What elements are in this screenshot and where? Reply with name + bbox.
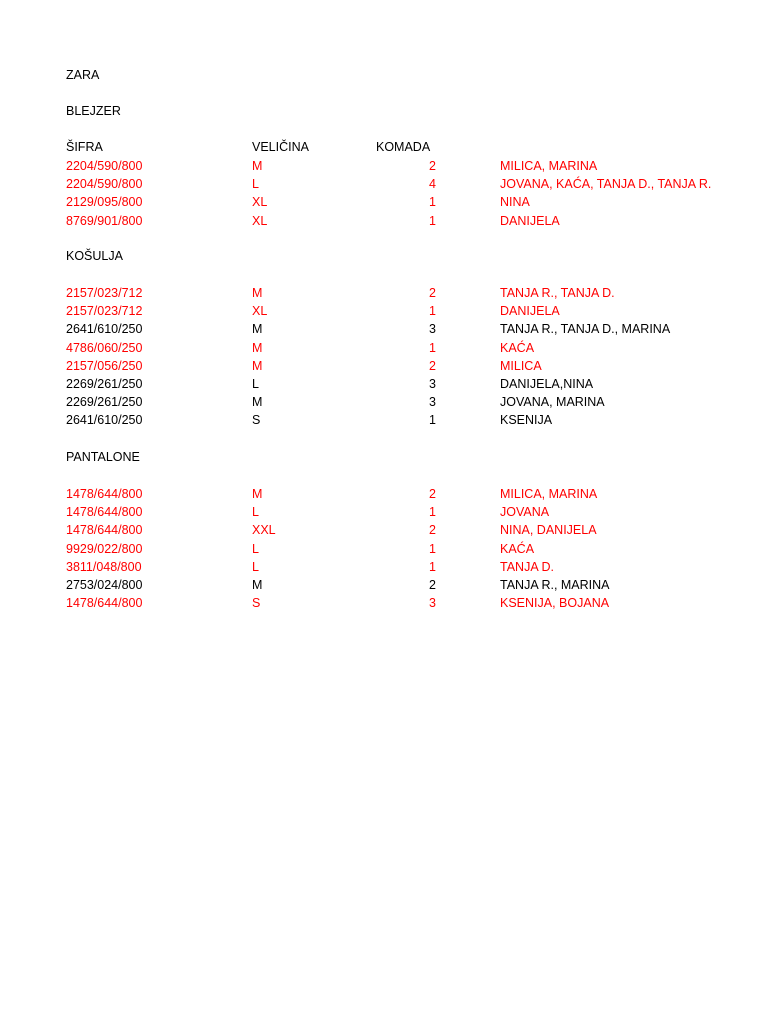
cell-size: L <box>252 377 259 391</box>
cell-qty: 1 <box>429 340 436 355</box>
cell-names: NINA <box>500 195 530 210</box>
table-row <box>66 284 686 302</box>
cell-names: KAĆA <box>500 541 535 556</box>
table-row <box>66 320 686 338</box>
cell-qty: 1 <box>429 195 436 210</box>
cell-qty: 2 <box>429 487 436 501</box>
header-qty: KOMADA <box>376 140 431 154</box>
cell-size: S <box>252 413 261 428</box>
cell-qty: 1 <box>429 505 436 520</box>
cell-code: 3811/048/800 <box>66 559 142 574</box>
cell-size: M <box>252 395 263 410</box>
cell-size: XL <box>252 213 268 228</box>
cell-qty: 4 <box>429 177 436 192</box>
table-row <box>66 558 686 576</box>
cell-size: L <box>252 505 259 520</box>
cell-code: 2269/261/250 <box>66 377 143 391</box>
section-title-pantalone: PANTALONE <box>66 450 140 464</box>
cell-code: 2641/610/250 <box>66 322 143 337</box>
cell-names: DANIJELA,NINA <box>500 377 594 391</box>
cell-size: M <box>252 286 263 300</box>
column-header-row <box>66 138 686 156</box>
table-row <box>66 375 686 393</box>
cell-code: 1478/644/800 <box>66 487 143 501</box>
table-row <box>66 594 686 612</box>
table-row <box>66 411 686 429</box>
cell-names: KAĆA <box>500 340 535 355</box>
table-row <box>66 576 686 594</box>
cell-names: DANIJELA <box>500 213 560 228</box>
cell-code: 2157/056/250 <box>66 358 143 373</box>
table-row <box>66 485 686 503</box>
cell-size: L <box>252 541 259 556</box>
cell-qty: 2 <box>429 578 436 592</box>
cell-size: M <box>252 358 263 373</box>
cell-code: 2641/610/250 <box>66 413 143 428</box>
cell-code: 2204/590/800 <box>66 159 143 173</box>
cell-code: 2269/261/250 <box>66 395 143 410</box>
table-row <box>66 393 686 411</box>
cell-code: 2204/590/800 <box>66 177 143 192</box>
section-title-blejzer: BLEJZER <box>66 104 121 118</box>
table-row <box>66 193 686 211</box>
cell-qty: 1 <box>429 559 436 574</box>
cell-names: MILICA, MARINA <box>500 487 598 501</box>
section-title-kosulja: KOŠULJA <box>66 249 123 263</box>
cell-size: M <box>252 487 263 501</box>
cell-names: TANJA D. <box>500 559 554 574</box>
cell-names: MILICA, MARINA <box>500 159 598 173</box>
cell-names: KSENIJA <box>500 413 553 428</box>
cell-code: 2157/023/712 <box>66 304 143 319</box>
cell-qty: 3 <box>429 395 436 410</box>
spreadsheet-page <box>66 66 712 626</box>
table-row <box>66 175 712 193</box>
cell-qty: 2 <box>429 286 436 300</box>
cell-size: M <box>252 578 263 592</box>
store-title: ZARA <box>66 68 100 82</box>
cell-names: TANJA R., TANJA D. <box>500 286 615 300</box>
cell-qty: 2 <box>429 523 436 538</box>
cell-qty: 2 <box>429 159 436 173</box>
cell-size: M <box>252 340 263 355</box>
cell-names: TANJA R., MARINA <box>500 578 610 592</box>
cell-qty: 3 <box>429 596 436 611</box>
cell-qty: 1 <box>429 213 436 228</box>
table-row <box>66 339 686 357</box>
table-row <box>66 521 686 539</box>
cell-qty: 1 <box>429 541 436 556</box>
table-row <box>66 357 686 375</box>
table-row <box>66 157 686 175</box>
cell-size: L <box>252 177 259 192</box>
cell-names: JOVANA <box>500 505 550 520</box>
cell-names: NINA, DANIJELA <box>500 523 597 538</box>
header-size: VELIČINA <box>252 140 309 154</box>
cell-names: DANIJELA <box>500 304 560 319</box>
cell-size: XL <box>252 304 268 319</box>
cell-names: MILICA <box>500 358 542 373</box>
cell-code: 2753/024/800 <box>66 578 143 592</box>
cell-qty: 1 <box>429 304 436 319</box>
cell-size: M <box>252 159 263 173</box>
cell-qty: 2 <box>429 358 436 373</box>
cell-code: 8769/901/800 <box>66 213 143 228</box>
cell-qty: 3 <box>429 377 436 391</box>
cell-qty: 1 <box>429 413 436 428</box>
cell-names: JOVANA, MARINA <box>500 395 605 410</box>
cell-qty: 3 <box>429 322 436 337</box>
header-code: ŠIFRA <box>66 140 103 154</box>
cell-code: 2129/095/800 <box>66 195 143 210</box>
cell-code: 1478/644/800 <box>66 505 143 520</box>
cell-code: 4786/060/250 <box>66 340 143 355</box>
table-row <box>66 503 686 521</box>
cell-names: TANJA R., TANJA D., MARINA <box>500 322 671 337</box>
cell-size: L <box>252 559 259 574</box>
cell-size: XXL <box>252 523 276 538</box>
cell-names: JOVANA, KAĆA, TANJA D., TANJA R. <box>500 177 712 192</box>
cell-code: 9929/022/800 <box>66 541 143 556</box>
cell-size: S <box>252 596 261 611</box>
table-row <box>66 212 686 230</box>
cell-names: KSENIJA, BOJANA <box>500 596 610 611</box>
cell-code: 2157/023/712 <box>66 286 143 300</box>
cell-code: 1478/644/800 <box>66 523 143 538</box>
cell-size: M <box>252 322 263 337</box>
cell-code: 1478/644/800 <box>66 596 143 611</box>
cell-size: XL <box>252 195 268 210</box>
table-row <box>66 302 686 320</box>
table-row <box>66 540 686 558</box>
